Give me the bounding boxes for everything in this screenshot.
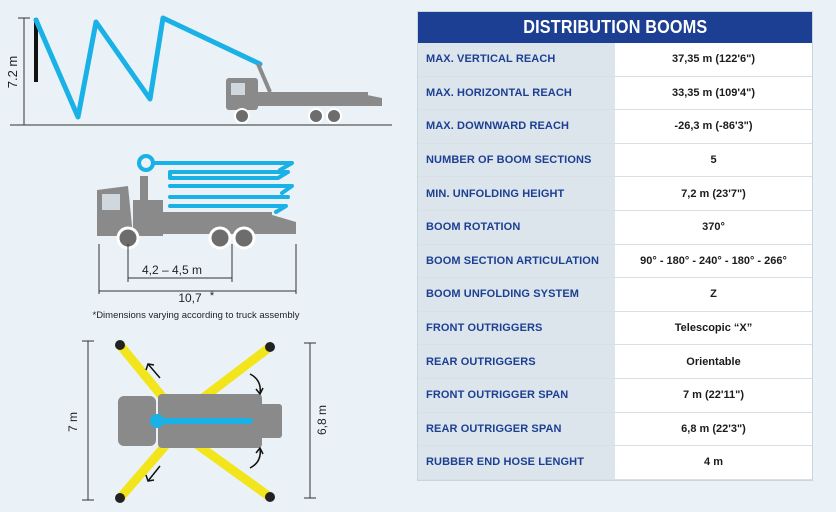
table-row bbox=[418, 210, 812, 244]
truck-side-diagram bbox=[93, 156, 300, 321]
turret bbox=[150, 414, 164, 428]
row-label: FRONT OUTRIGGER SPAN bbox=[418, 378, 615, 412]
table-row bbox=[418, 43, 812, 76]
table-row bbox=[418, 244, 812, 278]
row-value: 370° bbox=[615, 210, 812, 244]
dimensions-footnote: *Dimensions varying according to truck assembly bbox=[92, 310, 300, 321]
row-value: 7 m (22'11") bbox=[615, 378, 812, 412]
row-label: MAX. DOWNWARD REACH bbox=[418, 110, 615, 144]
table-row bbox=[418, 378, 812, 412]
distribution-booms-table bbox=[418, 12, 812, 480]
footnote-marker: * bbox=[209, 290, 215, 302]
row-label: FRONT OUTRIGGERS bbox=[418, 311, 615, 345]
row-label: REAR OUTRIGGER SPAN bbox=[418, 412, 615, 446]
height-label: 7.2 m bbox=[5, 55, 20, 89]
table-row bbox=[418, 412, 812, 446]
row-label: REAR OUTRIGGERS bbox=[418, 345, 615, 379]
row-value: Telescopic “X” bbox=[615, 311, 812, 345]
table-row bbox=[418, 110, 812, 144]
row-value: 4 m bbox=[615, 446, 812, 480]
row-label: BOOM UNFOLDING SYSTEM bbox=[418, 278, 615, 312]
rear-span-label: 6,8 m bbox=[315, 404, 329, 436]
row-label: BOOM SECTION ARTICULATION bbox=[418, 244, 615, 278]
front-span-label: 7 m bbox=[66, 411, 80, 433]
boom-elevation-diagram bbox=[5, 18, 392, 125]
diagram-canvas bbox=[0, 0, 410, 512]
table-header-row bbox=[418, 12, 812, 43]
row-label: MAX. HORIZONTAL REACH bbox=[418, 76, 615, 110]
row-value: 5 bbox=[615, 143, 812, 177]
row-value: Orientable bbox=[615, 345, 812, 379]
row-label: BOOM ROTATION bbox=[418, 210, 615, 244]
row-label: MAX. VERTICAL REACH bbox=[418, 43, 615, 76]
table-row bbox=[418, 446, 812, 480]
wheelbase-label: 4,2 – 4,5 m bbox=[141, 263, 203, 277]
table-row bbox=[418, 143, 812, 177]
row-value: 6,8 m (22'3") bbox=[615, 412, 812, 446]
row-label: RUBBER END HOSE LENGHT bbox=[418, 446, 615, 480]
table-row bbox=[418, 345, 812, 379]
row-value: Z bbox=[615, 278, 812, 312]
row-value: -26,3 m (-86'3") bbox=[615, 110, 812, 144]
table-row bbox=[418, 311, 812, 345]
row-label: MIN. UNFOLDING HEIGHT bbox=[418, 177, 615, 211]
table-row bbox=[418, 76, 812, 110]
length-label: 10,7 bbox=[178, 291, 202, 305]
table-row bbox=[418, 177, 812, 211]
boom-pivot bbox=[139, 156, 153, 170]
row-label: NUMBER OF BOOM SECTIONS bbox=[418, 143, 615, 177]
row-value: 7,2 m (23'7") bbox=[615, 177, 812, 211]
row-value: 90° - 180° - 240° - 180° - 266° bbox=[615, 244, 812, 278]
table-title: DISTRIBUTION BOOMS bbox=[418, 12, 812, 43]
diagram-panel bbox=[0, 0, 410, 512]
row-value: 33,35 m (109'4") bbox=[615, 76, 812, 110]
folded-boom bbox=[153, 163, 292, 212]
table-row bbox=[418, 278, 812, 312]
truck-side-small bbox=[226, 64, 382, 123]
outrigger-top-view bbox=[66, 340, 329, 503]
row-value: 37,35 m (122'6") bbox=[615, 43, 812, 76]
